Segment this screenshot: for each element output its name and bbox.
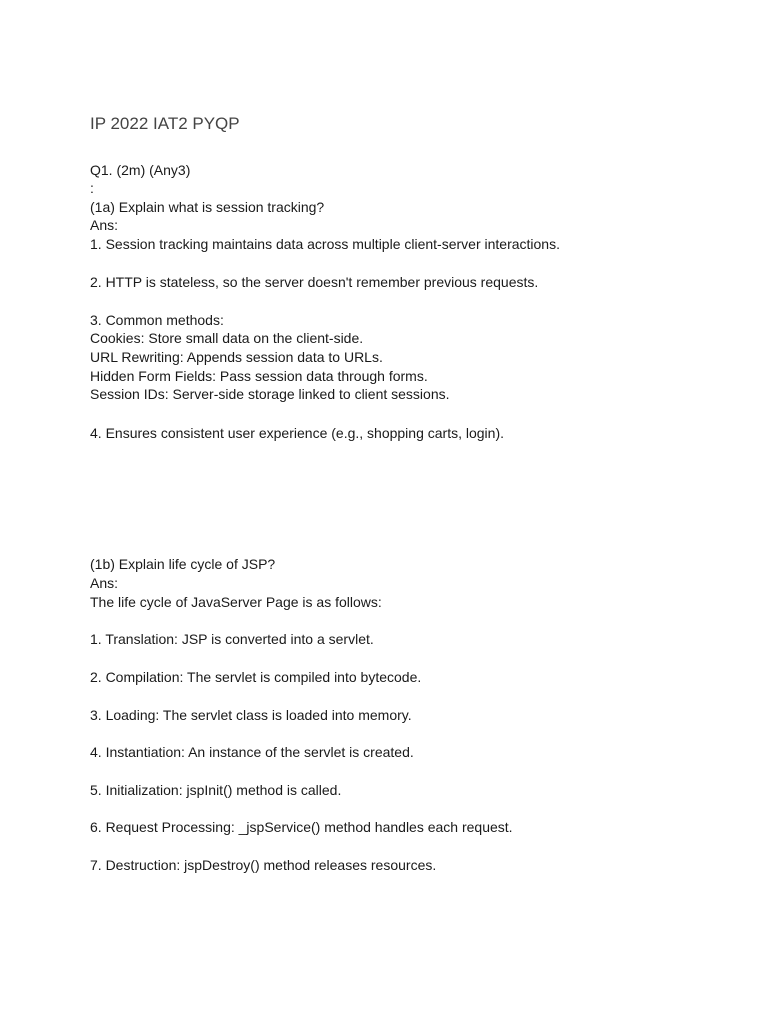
q1b-intro: The life cycle of JavaServer Page is as follows:: [90, 594, 382, 610]
q1a-point-2: 2. HTTP is stateless, so the server doesn't remember previous requests.: [90, 274, 539, 290]
q1b-ans-label: Ans:: [90, 575, 119, 591]
q1a-ans-label: Ans:: [90, 217, 119, 233]
q1-colon: :: [90, 180, 94, 196]
q1a-method-session-ids: Session IDs: Server-side storage linked to client sessions.: [90, 386, 450, 402]
q1b-step-4: 4. Instantiation: An instance of the servlet is created.: [90, 744, 414, 760]
q1a-point-4: 4. Ensures consistent user experience (e.g., shopping carts, login).: [90, 425, 504, 441]
q1-header: Q1. (2m) (Any3): [90, 162, 191, 178]
q1b-step-3: 3. Loading: The servlet class is loaded into memory.: [90, 707, 412, 723]
q1a-point-3: 3. Common methods:: [90, 312, 224, 328]
q1a-method-cookies: Cookies: Store small data on the client-side.: [90, 330, 364, 346]
q1b-step-2: 2. Compilation: The servlet is compiled into bytecode.: [90, 669, 422, 685]
q1b-step-5: 5. Initialization: jspInit() method is called.: [90, 782, 342, 798]
q1b-step-6: 6. Request Processing: _jspService() method handles each request.: [90, 819, 513, 835]
q1a-method-url-rewriting: URL Rewriting: Appends session data to URLs.: [90, 349, 383, 365]
document-title: IP 2022 IAT2 PYQP: [90, 114, 240, 133]
q1b-step-7: 7. Destruction: jspDestroy() method releases resources.: [90, 857, 437, 873]
q1b-question: (1b) Explain life cycle of JSP?: [90, 556, 276, 572]
q1a-method-hidden-fields: Hidden Form Fields: Pass session data through forms.: [90, 368, 428, 384]
q1a-question: (1a) Explain what is session tracking?: [90, 199, 325, 215]
q1a-point-1: 1. Session tracking maintains data across multiple client-server interactions.: [90, 236, 560, 252]
q1b-step-1: 1. Translation: JSP is converted into a servlet.: [90, 631, 374, 647]
